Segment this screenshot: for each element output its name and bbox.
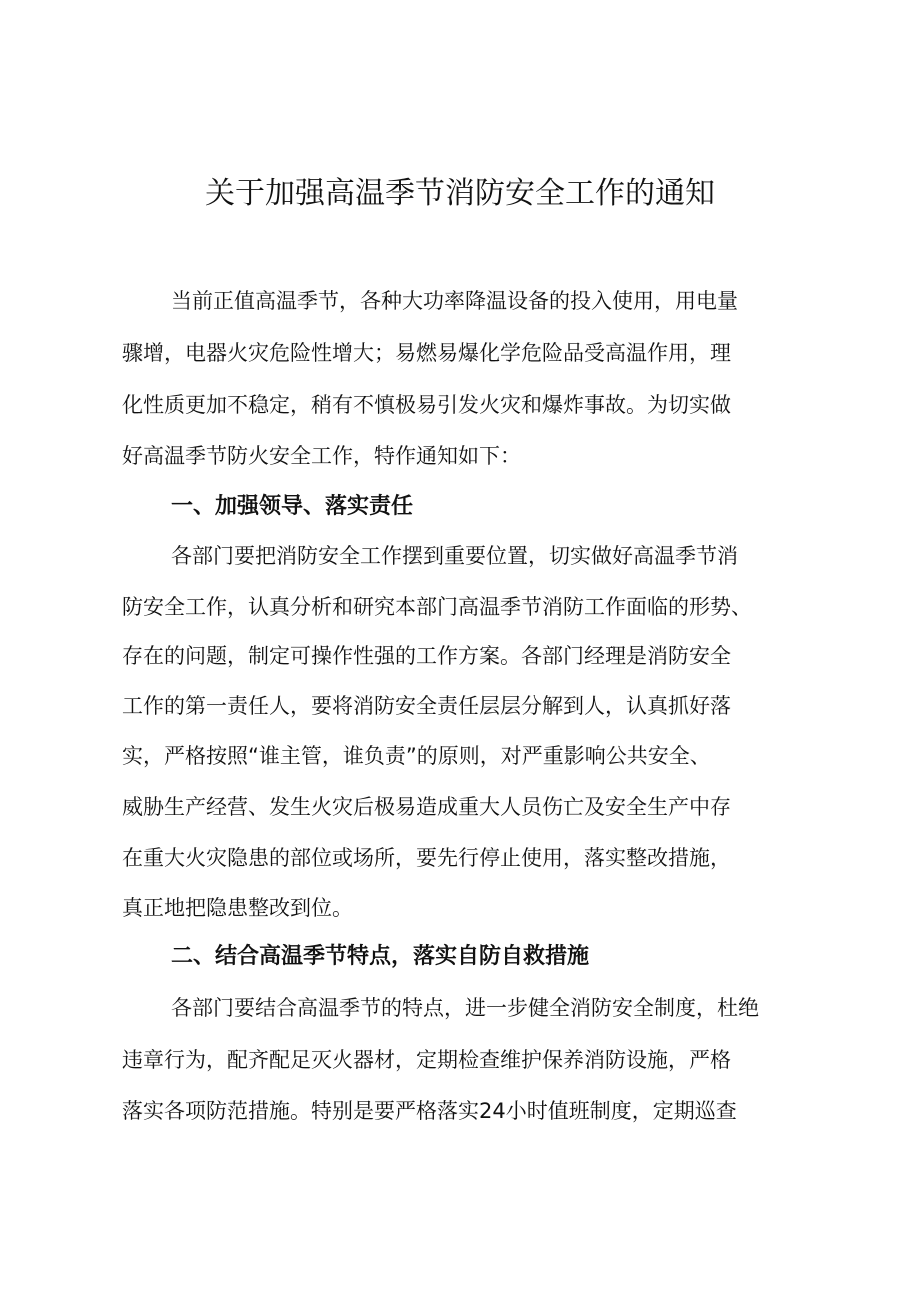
section-2-heading: 二、结合高温季节特点，落实自防自救措施 <box>171 944 590 969</box>
section-1-heading: 一、加强领导、落实责任 <box>171 494 414 519</box>
section-2-line-3: 落实各项防范措施。特别是要严格落实24小时值班制度，定期巡查 <box>122 1099 737 1123</box>
intro-line-1: 当前正值高温季节，各种大功率降温设备的投入使用，用电量 <box>171 289 738 313</box>
intro-line-2: 骤增，电器火灾危险性增大；易燃易爆化学危险品受高温作用，理 <box>122 341 731 365</box>
section-1-line-7: 在重大火灾隐患的部位或场所，要先行停止使用，落实整改措施， <box>122 846 731 870</box>
section-1-line-8: 真正地把隐患整改到位。 <box>122 896 353 920</box>
intro-line-3: 化性质更加不稳定，稍有不慎极易引发火灾和爆炸事故。为切实做 <box>122 393 731 417</box>
section-1-line-2: 防安全工作，认真分析和研究本部门高温季节消防工作面临的形势、 <box>122 595 752 619</box>
section-2-line-1: 各部门要结合高温季节的特点，进一步健全消防安全制度，杜绝 <box>171 996 759 1020</box>
section-1-line-1: 各部门要把消防安全工作摆到重要位置，切实做好高温季节消 <box>171 544 738 568</box>
section-1-line-5: 实，严格按照“谁主管，谁负责”的原则，对严重影响公共安全、 <box>122 744 711 768</box>
intro-line-4: 好高温季节防火安全工作，特作通知如下： <box>122 444 521 468</box>
section-1-line-3: 存在的问题，制定可操作性强的工作方案。各部门经理是消防安全 <box>122 644 731 668</box>
document-title: 关于加强高温季节消防安全工作的通知 <box>205 176 715 211</box>
section-1-line-4: 工作的第一责任人，要将消防安全责任层层分解到人，认真抓好落 <box>122 694 731 718</box>
section-1-line-6: 威胁生产经营、发生火灾后极易造成重大人员伤亡及安全生产中存 <box>122 795 731 819</box>
section-2-line-2: 违章行为，配齐配足灭火器材，定期检查维护保养消防设施，严格 <box>122 1048 731 1072</box>
